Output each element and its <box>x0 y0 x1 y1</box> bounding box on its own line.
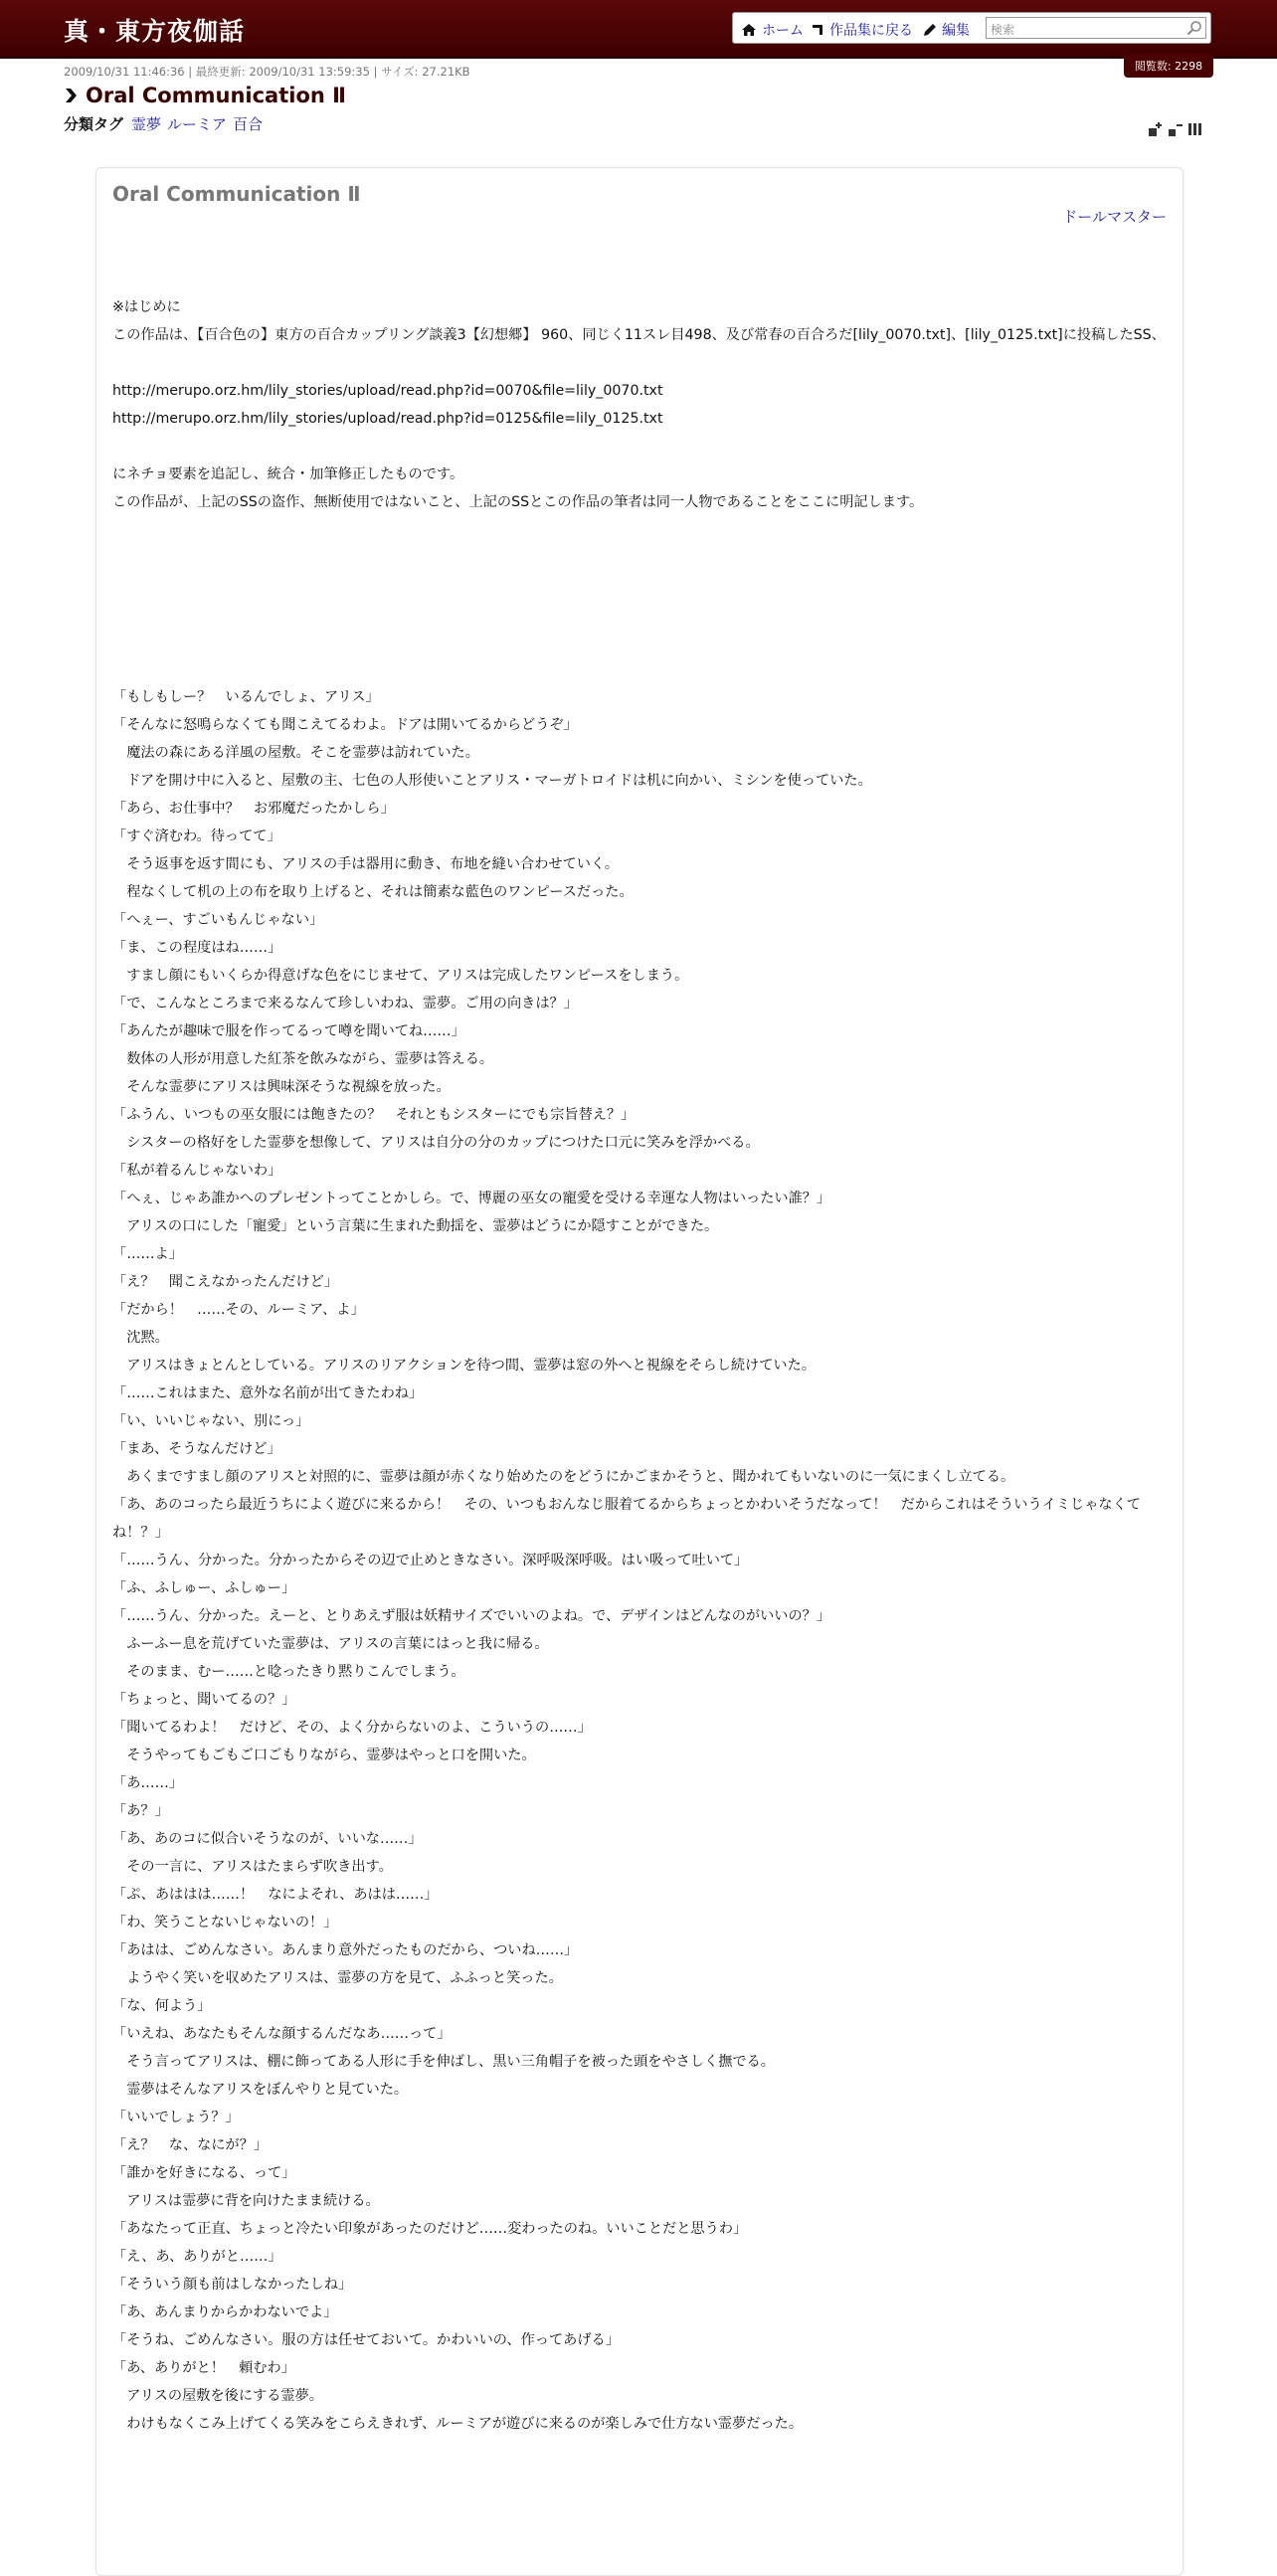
tag-link[interactable]: 霊夢 <box>131 115 162 133</box>
post-meta <box>64 64 470 80</box>
story-line: 「わ、笑うことないじゃないの！」 <box>112 1915 338 1931</box>
story-line: ふーふー息を荒げていた霊夢は、アリスの言葉にはっと我に帰る。 <box>112 1636 549 1652</box>
nav-back-link[interactable] <box>811 20 913 40</box>
story-line: 「ぷ、あははは……！ なによそれ、あはは……」 <box>112 1887 439 1903</box>
story-line: この作品が、上記のSSの盗作、無断使用ではないこと、上記のSSとこの作品の筆者は同一人物であることをここに明記します。 <box>112 494 924 510</box>
page-title-text: Oral Communication Ⅱ <box>86 84 346 107</box>
story-line: ※はじめに <box>112 299 181 315</box>
story-line <box>112 349 1167 377</box>
story-line: 「え？ 聞こえなかったんだけど」 <box>112 1274 339 1290</box>
story-line: 「あ、あのコったら最近うちによく遊びに来るから！ その、いつもおんなじ服着てるからちょっとかわいそうだなって！ だからこれはそういうイミじゃなくてね！？」 <box>112 1497 1141 1541</box>
story-line: 「ちょっと、聞いてるの？」 <box>112 1692 296 1708</box>
story-line: 「あら、お仕事中？ お邪魔だったかしら」 <box>112 801 395 817</box>
tag-link[interactable]: 百合 <box>233 115 264 133</box>
story-line: そう言ってアリスは、棚に飾ってある人形に手を伸ばし、黒い三角帽子を被った頭をやさしく撫でる。 <box>112 2054 775 2070</box>
tags-label: 分類タグ <box>64 115 124 133</box>
story-line: 「あ、あのコに似合いそうなのが、いいな……」 <box>112 1831 423 1847</box>
nav-home-label: ホーム <box>762 23 804 39</box>
story-line <box>112 516 1167 544</box>
file-size: 27.21KB <box>422 65 470 79</box>
story-line: アリスは霊夢に背を向けたまま続ける。 <box>112 2193 380 2209</box>
view-count-badge: 閲覧数: 2298 <box>1124 54 1213 78</box>
story-line: アリスの屋敷を後にする霊夢。 <box>112 2388 323 2404</box>
story-body <box>112 266 1167 2438</box>
story-line: そう返事を返す間にも、アリスの手は器用に動き、布地を縫い合わせていく。 <box>112 856 620 872</box>
posted-date: 2009/10/31 11:46:36 <box>64 65 185 79</box>
story-line: 「あ……」 <box>112 1775 183 1791</box>
story-line: ようやく笑いを収めたアリスは、霊夢の方を見て、ふふっと笑った。 <box>112 1970 563 1986</box>
meta-separator: | <box>188 65 196 79</box>
story-line: 「ま、この程度はね……」 <box>112 940 282 956</box>
story-line: わけもなくこみ上げてくる笑みをこらえきれず、ルーミアが遊びに来るのが楽しみで仕方ない霊夢だった。 <box>112 2416 804 2432</box>
page-title <box>64 84 346 107</box>
tag-list <box>64 113 269 134</box>
story-line: アリスの口にした「寵愛」という言葉に生まれた動揺を、霊夢はどうにか隠すことができた。 <box>112 1218 719 1234</box>
story-line: 「……うん、分かった。分かったからその辺で止めときなさい。深呼吸深呼吸。はい吸って吐いて」 <box>112 1553 749 1568</box>
chevron-right-icon <box>64 88 78 103</box>
story-line: アリスはきょとんとしている。アリスのリアクションを待つ間、霊夢は窓の外へと視線をそらし続けていた。 <box>112 1358 816 1374</box>
story-line <box>112 655 1167 683</box>
search-placeholder: 検索 <box>991 23 1015 37</box>
view-tools <box>1148 121 1203 137</box>
story-line: 数体の人形が用意した紅茶を飲みながら、霊夢は答える。 <box>112 1051 494 1067</box>
story-line <box>112 572 1167 600</box>
story-line <box>112 266 1167 293</box>
nav-back-label: 作品集に戻る <box>829 23 913 39</box>
story-line <box>112 628 1167 655</box>
story-line: 「だから！ ……その、ルーミア、よ」 <box>112 1302 365 1318</box>
story-line: ドアを開け中に入ると、屋敷の主、七色の人形使いことアリス・マーガトロイドは机に向かい、ミシンを使っていた。 <box>112 773 872 789</box>
story-card <box>95 167 1184 2576</box>
story-line: 「……よ」 <box>112 1246 183 1262</box>
site-title[interactable]: 真・東方夜伽話 <box>64 17 246 46</box>
story-line <box>112 433 1167 460</box>
story-line: 「ふ、ふしゅー、ふしゅー」 <box>112 1580 296 1596</box>
story-line: 「誰かを好きになる、って」 <box>112 2165 296 2181</box>
story-line: 「そんなに怒鳴らなくても聞こえてるわよ。ドアは開いてるからどうぞ」 <box>112 717 578 733</box>
story-line: 「まあ、そうなんだけど」 <box>112 1441 281 1457</box>
story-line: 程なくして机の上の布を取り上げると、それは簡素な藍色のワンピースだった。 <box>112 884 634 900</box>
story-line: 沈黙。 <box>112 1330 169 1346</box>
author-link[interactable]: ドールマスター <box>1062 208 1167 226</box>
story-line: そんな霊夢にアリスは興味深そうな視線を放った。 <box>112 1079 451 1095</box>
story-line: 霊夢はそんなアリスをぼんやりと見ていた。 <box>112 2082 409 2098</box>
size-label: サイズ: <box>381 65 419 79</box>
story-line: 「い、いいじゃない、別にっ」 <box>112 1413 310 1429</box>
story-line: 「そういう顔も前はしなかったしね」 <box>112 2277 353 2293</box>
font-size-up-icon[interactable] <box>1148 121 1164 137</box>
story-title: Oral Communication Ⅱ <box>112 182 361 206</box>
story-line: 「すぐ済むわ。待ってて」 <box>112 828 281 844</box>
nav-edit-link[interactable] <box>922 20 970 40</box>
story-line: 「へぇ、じゃあ誰かへのプレゼントってことかしら。で、博麗の巫女の寵愛を受ける幸運な人物はいったい誰？」 <box>112 1191 831 1206</box>
story-line: 「あはは、ごめんなさい。あんまり意外だったものだから、ついね……」 <box>112 1942 579 1958</box>
nav-edit-label: 編集 <box>942 23 970 39</box>
story-line: http://merupo.orz.hm/lily_stories/upload/read.php?id=0070&file=lily_0070.txt <box>112 383 663 399</box>
story-line: 「え、あ、ありがと……」 <box>112 2249 282 2265</box>
font-size-down-icon[interactable] <box>1168 121 1184 137</box>
search-input[interactable] <box>986 17 1206 39</box>
site-header <box>0 0 1277 59</box>
story-line: 「そうね、ごめんなさい。服の方は任せておいて。かわいいの、作ってあげる」 <box>112 2332 620 2348</box>
story-line: 「へぇー、すごいもんじゃない」 <box>112 912 324 928</box>
story-line: 「……うん、分かった。えーと、とりあえず服は妖精サイズでいいのよね。で、デザインはどんなのがいいの？」 <box>112 1608 831 1624</box>
tag-link[interactable]: ルーミア <box>167 115 228 133</box>
story-line: 「え？ な、なにが？」 <box>112 2137 269 2153</box>
search-icon[interactable] <box>1186 20 1202 36</box>
story-line: 「あ、あんまりからかわないでよ」 <box>112 2304 338 2320</box>
story-line: 「私が着るんじゃないわ」 <box>112 1163 282 1179</box>
story-line: この作品は、【百合色の】東方の百合カップリング談義3【幻想郷】 960、同じく11スレ目498、及び常春の百合ろだ[lily_0070.txt]、[lily_0125.txt]に投稿したSS、 <box>112 327 1166 343</box>
nav-home-link[interactable] <box>741 20 804 40</box>
story-line: 魔法の森にある洋風の屋敷。そこを霊夢は訪れていた。 <box>112 745 479 761</box>
nav-bar <box>732 12 1211 44</box>
story-line: そうやってもごもご口ごもりながら、霊夢はやっと口を開いた。 <box>112 1748 536 1763</box>
story-line: すまし顔にもいくらか得意げな色をにじませて、アリスは完成したワンピースをしまう。 <box>112 968 689 984</box>
story-line: 「あ？」 <box>112 1803 169 1819</box>
story-line: その一言に、アリスはたまらず吹き出す。 <box>112 1859 393 1875</box>
meta-separator: | <box>373 65 382 79</box>
story-line: 「いいでしょう？」 <box>112 2110 240 2125</box>
story-line: 「聞いてるわよ！ だけど、その、よく分からないのよ、こういうの……」 <box>112 1720 592 1736</box>
updated-label: 最終更新: <box>195 65 246 79</box>
return-arrow-icon <box>811 23 824 37</box>
story-line: 「な、何よう」 <box>112 1998 212 2014</box>
story-line: http://merupo.orz.hm/lily_stories/upload/read.php?id=0125&file=lily_0125.txt <box>112 411 663 427</box>
story-line: 「あ、ありがと！ 頼むわ」 <box>112 2360 295 2376</box>
story-line: にネチョ要素を追記し、統合・加筆修正したものです。 <box>112 466 464 482</box>
pencil-icon <box>922 23 937 37</box>
updated-date: 2009/10/31 13:59:35 <box>249 65 370 79</box>
story-line <box>112 600 1167 628</box>
story-line: 「で、こんなところまで来るなんて珍しいわね、霊夢。ご用の向きは？」 <box>112 996 578 1012</box>
vertical-layout-icon[interactable] <box>1187 121 1203 137</box>
story-line: 「あんたが趣味で服を作ってるって噂を聞いてね……」 <box>112 1023 465 1039</box>
home-icon <box>741 23 757 37</box>
story-line: そのまま、むー……と唸ったきり黙りこんでしまう。 <box>112 1664 465 1680</box>
story-line <box>112 544 1167 572</box>
story-line: 「あなたって正直、ちょっと冷たい印象があったのだけど……変わったのね。いいことだと思うわ」 <box>112 2221 748 2237</box>
story-line: 「ふうん、いつもの巫女服には飽きたの？ それともシスターにでも宗旨替え？」 <box>112 1107 636 1123</box>
story-line: 「もしもしー？ いるんでしょ、アリス」 <box>112 689 380 705</box>
story-line: 「……これはまた、意外な名前が出てきたわね」 <box>112 1385 424 1401</box>
story-line: 「いえね、あなたもそんな顔するんだなあ……って」 <box>112 2026 452 2042</box>
story-line: シスターの格好をした霊夢を想像して、アリスは自分の分のカップにつけた口元に笑みを浮かべる。 <box>112 1135 760 1151</box>
story-line: あくまですまし顔のアリスと対照的に、霊夢は顔が赤くなり始めたのをどうにかごまかそうと、聞かれてもいないのに一気にまくし立てる。 <box>112 1469 1015 1485</box>
